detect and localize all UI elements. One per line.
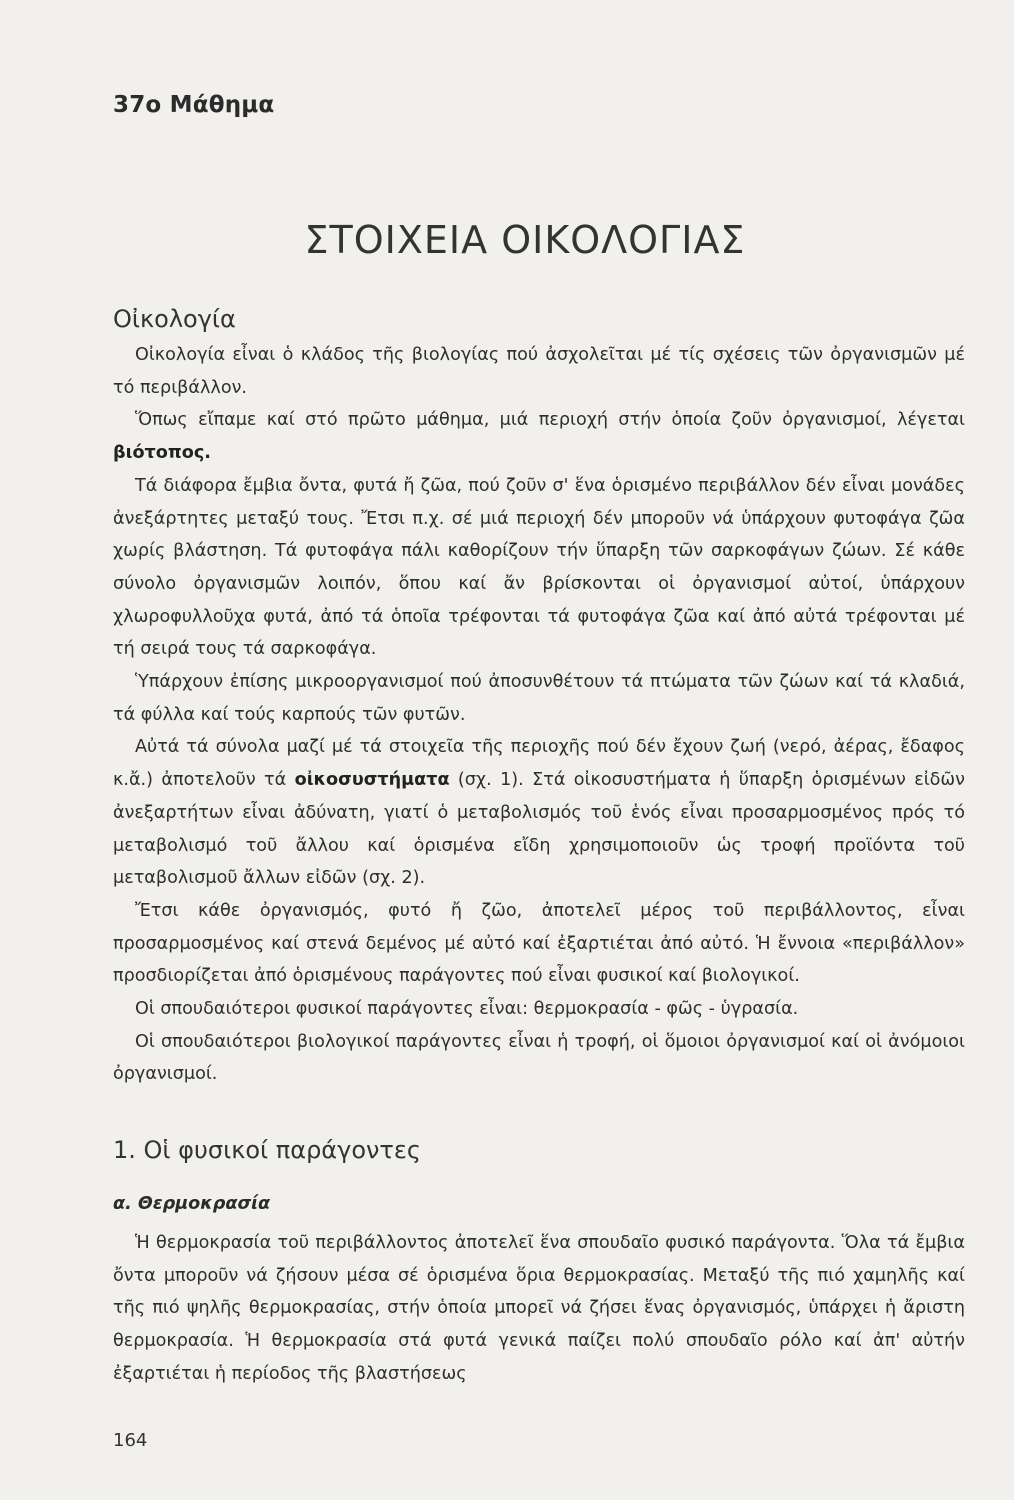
section-heading-physical-factors: 1. Οἱ φυσικοί παράγοντες <box>113 1136 421 1164</box>
paragraph: Οἱ σπουδαιότεροι φυσικοί παράγοντες εἶναι: θερμοκρασία - φῶς - ὑγρασία. <box>135 999 799 1020</box>
page-number: 164 <box>113 1430 148 1451</box>
paragraph: Οἰκολογία εἶναι ὁ κλάδος τῆς βιολογίας πού ἀσχολεῖται μέ τίς σχέσεις τῶν ὀργανισμῶν μέ τό περιβάλλον. <box>113 345 965 398</box>
paragraph: Ἔτσι κάθε ὀργανισμός, φυτό ἤ ζῶο, ἀποτελεῖ μέρος τοῦ περιβάλλοντος, εἶναι προσαρμοσμένος καί στενά δεμένος μέ αὐτό καί ἐξαρτιέται ἀπό αὐτό. Ἡ ἔννοια «περιβάλλον» προσδιορίζεται ἀπό ὁρισμένους παράγοντες πού εἶναι φυσικοί καί βιολογικοί. <box>113 900 965 987</box>
lesson-label: 37ο Μάθημα <box>113 92 275 118</box>
paragraph: Οἱ σπουδαιότεροι βιολογικοί παράγοντες εἶναι ἡ τροφή, οἱ ὅμοιοι ὀργανισμοί καί οἱ ἀνόμοιοι ὀργανισμοί. <box>113 1031 965 1085</box>
paragraph <box>113 731 965 895</box>
term-ecosystems: οἰκοσυστήματα <box>294 770 450 791</box>
section-heading-ecology: Οἰκολογία <box>113 305 236 333</box>
temperature-text-block <box>113 1227 965 1391</box>
chapter-title: ΣΤΟΙΧΕΙΑ ΟΙΚΟΛΟΓΙΑΣ <box>304 218 746 262</box>
paragraph-text: (σχ. 1). Στά οἰκοσυστήματα ἡ ὕπαρξη ὁρισμένων εἰδῶν ἀνεξαρτήτων εἶναι ἀδύνατη, γιατί ὁ μεταβολισμός τοῦ ἑνός εἶναι προσαρμοσμένος πρός τό μεταβολισμό τοῦ ἄλλου καί ὁρισμένα εἴδη χρησιμοποιοῦν ὡς τροφή προϊόντα τοῦ μεταβολισμοῦ ἄλλων εἰδῶν (σχ. 2). <box>113 770 965 889</box>
paragraph: Ἡ θερμοκρασία τοῦ περιβάλλοντος ἀποτελεῖ ἕνα σπουδαῖο φυσικό παράγοντα. Ὅλα τά ἔμβια ὄντα μποροῦν νά ζήσουν μέσα σέ ὁρισμένα ὅρια θερμοκρασίας. Μεταξύ τῆς πιό χαμηλῆς καί τῆς πιό ψηλῆς θερμοκρασίας, στήν ὁποία μπορεῖ νά ζήσει ἕνας ὀργανισμός, ὑπάρχει ἡ ἄριστη θερμοκρασία. Ἡ θερμοκρασία στά φυτά γενικά παίζει πολύ σπουδαῖο ρόλο καί ἀπ' αὐτήν ἐξαρτιέται ἡ περίοδος τῆς βλαστήσεως <box>113 1233 965 1384</box>
paragraph <box>113 404 965 469</box>
term-biotope: βιότοπος. <box>113 443 211 464</box>
paragraph-text: Αὐτά τά σύνολα μαζί μέ τά στοιχεῖα τῆς περιοχῆς πού δέν ἔχουν ζωή (νερό, ἀέρας, ἔδαφος κ.ἄ.) ἀποτελοῦν τά <box>113 737 965 791</box>
paragraph-text: Ὅπως εἴπαμε καί στό πρῶτο μάθημα, μιά περιοχή στήν ὁποία ζοῦν ὀργανισμοί, λέγεται <box>135 410 965 431</box>
subsection-heading-temperature: α. Θερμοκρασία <box>113 1194 271 1214</box>
paragraph: Τά διάφορα ἔμβια ὄντα, φυτά ἤ ζῶα, πού ζοῦν σ' ἕνα ὁρισμένο περιβάλλον δέν εἶναι μονάδες ἀνεξάρτητες μεταξύ τους. Ἔτσι π.χ. σέ μιά περιοχή δέν μποροῦν νά ὑπάρχουν φυτοφάγα ζῶα χωρίς βλάστηση. Τά φυτοφάγα πάλι καθορίζουν τήν ὕπαρξη τῶν σαρκοφάγων ζώων. Σέ κάθε σύνολο ὀργανισμῶν λοιπόν, ὅπου καί ἄν βρίσκονται οἱ ὀργανισμοί αὐτοί, ὑπάρχουν χλωροφυλλοῦχα φυτά, ἀπό τά ὁποῖα τρέφονται τά φυτοφάγα ζῶα καί ἀπό αὐτά τρέφονται μέ τή σειρά τους τά σαρκοφάγα. <box>113 475 965 660</box>
ecology-text-block <box>113 339 965 1091</box>
paragraph: Ὑπάρχουν ἐπίσης μικροοργανισμοί πού ἀποσυνθέτουν τά πτώματα τῶν ζώων καί τά κλαδιά, τά φύλλα καί τούς καρπούς τῶν φυτῶν. <box>113 672 965 725</box>
